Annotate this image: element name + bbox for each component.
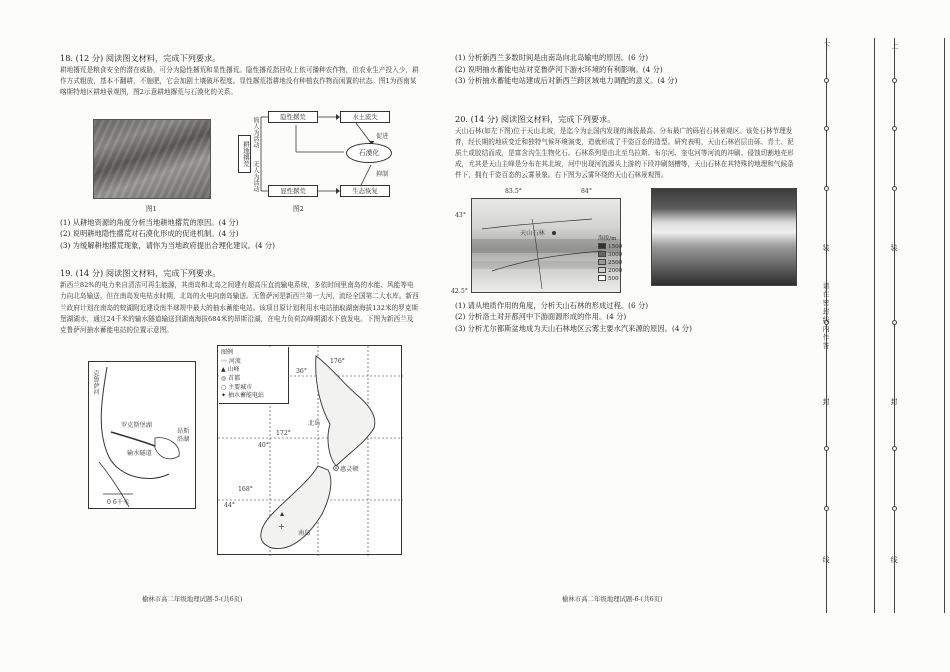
elev-swatch-4 [598,267,606,273]
south-island-label: 南岛 [298,530,311,538]
q20-paragraph: 天山石林(如左下图)位于天山北坡，是迄今为止国内发现的海拔最高、分布最广的砾岩石林景观区。该处石林节理发育，经长期的地质变迁和独特气候环境演变，造就形成了千姿百态的造型。研究表明，天山石林岩层由砾、青土、泥质土或胶结而成，是富含沟生生物化石。石林系列是由北至乌拉斯、布尔河、奎屯河等河流的冲刷、侵蚀切割地壳形成，尤其是天山主峰是分布在其北坡，河中出现河流源头上游的下段冲刷刻槽等，天山石林在其特殊的地理和气候条件下，拥有千姿百态的云雾景象。右下图为云雾环绕的天山石林景观图。 [455,126,794,180]
binding-col2-seal-bottom: 封 [890,398,898,408]
binding-col1-line-mark: 线 [822,556,830,566]
new-zealand-map [217,345,402,555]
elev-swatch-2 [598,251,606,257]
lon-172-label: 172° [276,430,291,438]
elev-swatch-5 [598,275,606,281]
q19-question-3: (3) 分析抽水蓄能电站建成后对新西兰跨区域电力调配的意义。(4 分) [455,76,678,85]
legend-pump-station: 抽水蓄能电站 [227,392,264,400]
fig2-diagram [236,105,416,205]
clutha-inset-map [88,361,196,509]
legend-river: 河流 [228,357,241,365]
binding-line-4 [944,38,945,613]
page-5-footer: 榆林市高二年级地理试题-5-(共6页) [142,595,243,603]
elevation-legend [598,236,622,283]
fig2-promote-label: 促进 [376,132,389,140]
elev-level-4: 2000 [608,267,623,274]
fig2-visible-abandon-box: 显性撂荒 [268,185,318,197]
capital-legend-icon: ◎ [221,374,229,382]
page-6-footer: 榆林市高二年级地理试题-6-(共6页) [562,595,663,603]
onslow-lake-label: 昂斯沿湖 [177,428,190,443]
q18-paragraph: 耕地撂荒是粮食安全的潜在威胁，可分为隐性撂荒和显性撂荒。隐性撂荒指回收上依可播种农作物，但农业生产投入少，耕作方式粗放，基本不翻耕，不施肥，它会加剧土壤破坏程度。显性撂荒指耕地没有种植农作物而闲置的状态。图1为西南某喀斯特地区耕地景观图，图2示意耕地撂荒与石漠化的关系。 [60,66,419,97]
q19-question-1: (1) 分析新西兰多数时间是由南岛向北岛输电的原因。(6 分) [455,53,649,62]
fig1-caption: 图1 [146,204,157,213]
q20-figures [451,187,800,300]
legend-capital: 首都 [228,374,241,382]
binding-strip [812,0,950,672]
q18-question-2: (2) 说明耕地隐性撂荒对石漠化形成的促进机制。(4 分) [60,229,239,239]
binding-notice: 请在密封线内作答 [821,282,829,351]
wellington-label: 惠灵顿 [340,466,359,474]
binding-col1-seal-top: 装 [822,244,830,254]
q18-heading: 18. (12 分) 阅读图文材料，完成下列要求。 [60,53,221,63]
binding-ring [892,320,897,325]
fig2-desertification-node: 石漠化 [346,143,392,163]
q18-question-3: (3) 为缓解耕地撂荒现象，请你为当地政府提出合理化建议。(4 分) [60,240,276,250]
lat-44-label: 44° [224,502,235,510]
map-legend [219,347,289,404]
q19-paragraph: 新西兰82%的电力来自清洁可再生能源，其南岛和北岛之间建有超高压直流输电系统，多依时间里南岛的水能、风能等电力向北岛输送，但在南岛发电枯水时期，北岛的火电向南岛输送。无鲁萨河是新西兰第一大河，流经全国第二大水库。新西兰政府计划在南岛的蛟湖附近建设南半球规中最大的抽水蓄能电站。该项目原计划利用水电站抽取湖南海拔132米的罗克斯堡湖湖水，通过24千米的输水隧道输送到湖南海拔684米的昂斯沿湖，在电力负荷高峰期湖水下放发电。下图为新西兰及克鲁萨河抽水蓄能电站的位置示意图。 [60,281,419,334]
lat-40-label: 40° [258,442,269,450]
lat-43-label: 43° [455,211,466,219]
elev-level-3: 2500 [608,259,623,266]
lat-42-5-label: 42.5° [451,287,468,295]
q20-question-3: (3) 分析尤尔都斯盆地成为天山石林地区云雾主要水汽来源的原因。(4 分) [455,323,692,333]
binding-ring [824,506,829,511]
right-page [451,52,800,334]
elev-level-5: 500 [608,275,619,282]
legend-title: 图例 [221,349,234,357]
elev-swatch-3 [598,259,606,265]
q18-figures [60,105,420,217]
q20-question-1: (1) 请从地质作用的角度，分析天山石林的形成过程。(6 分) [455,300,649,310]
city-legend-icon: ○ [221,383,229,391]
fig2-caption: 图2 [293,204,304,213]
tianshan-stone-forest-label: 天山石林 [520,229,545,237]
clutha-river-label: 克鲁萨河 [92,370,99,395]
binding-col1-seal-bottom: 封 [822,398,830,408]
elev-legend-title: 海拔/m [598,235,617,242]
roxburgh-lake-label: 罗克斯堡湖 [121,422,152,430]
fig2-farmland-abandon-box: 耕地撂荒 [238,135,251,173]
legend-city: 主要城市 [228,383,253,391]
fig1-karst-photo [93,119,211,199]
fig2-eco-recovery-box: 生态恢复 [340,185,390,197]
legend-peak: 山峰 [227,366,240,374]
binding-ring [824,78,829,83]
q20-question-2: (2) 分析洛土对开都河中下游面源形成的作用。(4 分) [455,312,627,322]
binding-ring [892,186,897,191]
q19-maps [60,340,420,560]
lon-83-5-label: 83.5° [505,187,522,195]
fig2-soil-erosion-box: 水土流失 [340,111,390,123]
pump-station-legend-icon: ✦ [221,392,228,400]
lon-176-label: 176° [330,358,345,366]
binding-line-2 [894,38,895,613]
q20-heading: 20. (14 分) 阅读图文材料，完成下列要求。 [455,113,616,124]
left-page [60,52,420,560]
binding-col1-top: 下 [823,42,831,52]
north-island-label: 北岛 [308,420,321,428]
binding-ring [892,506,897,511]
binding-ring [892,446,897,451]
q18-question-1: (1) 从耕地资源的角度分析当地耕地撂荒的原因。(4 分) [60,217,239,227]
q19-question-2: (2) 说明抽水蓄能电站对克鲁萨河下游水环境的有利影响。(4 分) [455,64,663,74]
binding-ring [824,446,829,451]
binding-ring [824,186,829,191]
elev-level-2: 3000 [608,251,623,258]
lat-36-label: 36° [296,368,307,376]
binding-ring [824,126,829,131]
fig2-without-human-label: 无人为活动 [252,160,259,192]
q19-heading: 19. (14 分) 阅读图文材料，完成下列要求。 [60,268,221,279]
fig2-hidden-abandon-box: 隐性撂荒 [268,111,318,123]
elev-level-1: 1500 [608,243,623,250]
binding-ring [892,78,897,83]
fig2-with-human-label: 简人为活动 [252,116,259,148]
binding-col2-top: 上 [891,42,899,52]
svg-text:+: + [278,522,285,532]
elev-swatch-1 [598,243,606,249]
inset-scale-bar: 0 6千米 [107,499,130,507]
binding-ring [892,126,897,131]
tianshan-cloud-photo [651,188,797,286]
fig2-suppress-label: 抑制 [376,170,389,178]
water-tunnel-label: 输水隧道 [127,450,152,458]
binding-line-3 [874,38,875,613]
river-legend-icon: 〰 [221,357,229,365]
lon-168-label: 168° [238,486,253,494]
lon-84-label: 84° [581,187,592,195]
binding-col2-line-mark: 线 [890,556,898,566]
peak-legend-icon: ▲ [221,366,228,374]
binding-col2-seal-top: 装 [890,244,898,254]
